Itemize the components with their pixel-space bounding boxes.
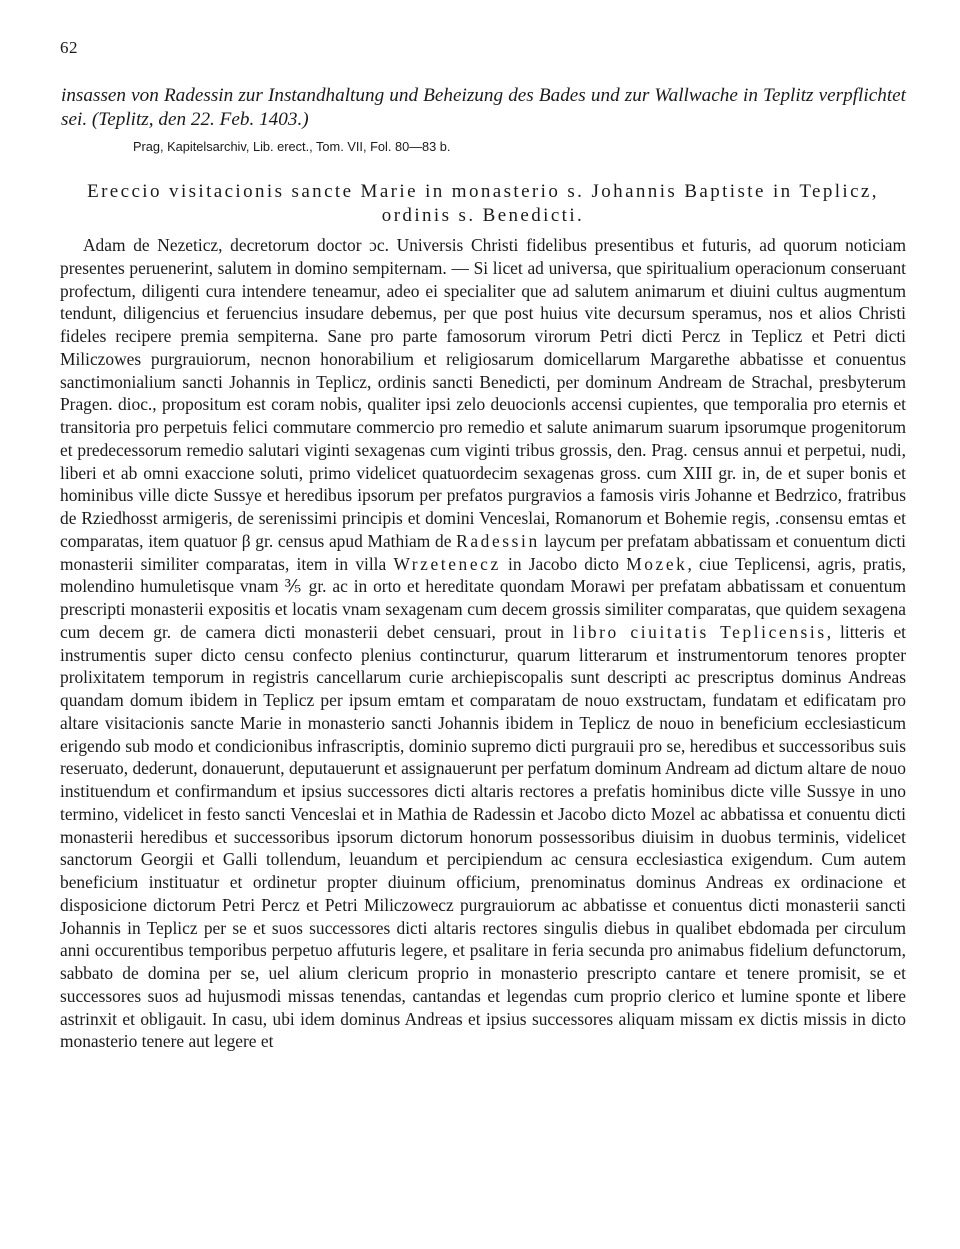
body-text-segment: Adam de Nezeticz, decretorum doctor ɔc. Universis Christi fidelibus presentibus et futuris, ad quorum noticiam presentes peruenerint, salutem in domino sempiternam. — Si licet ad universa, que spiritualium operacionum conseruant profectum, diligenti cura intendere teneamur, adeo ei specialiter que ad salutem animarum et diuini cultus augmentum tendunt, diligencius et feruencius insudare debemus, per que post huius vite decursum speramus, nos et alios Christi fideles recipere premia sempiterna. Sane pro parte famosorum virorum Petri dicti Percz in Teplicz et Petri dicti Miliczowes purgrauiorum, necnon honorabilium et religiosarum domicellarum Margarethe abbatisse et conuentus sanctimonialium sancti Johannis in Teplicz, ordinis sancti Benedicti, per dominum Andream de Strachal, presbyterum Pragen. dioc., propositum est coram nobis, qualiter ipsi zelo deuocionls accensi cupientes, que temporalia pro eternis et transitoria pro perpetuis felici commutare commercio pro remedio et salute animarum suarum ipsorumque progenitorum et predecessorum remedio salutari viginti sexagenas cum viginti tribus grossis, den. Prag. census annui et perpetui, nudi, liberi et ab omni exaccione soluti, primo videlicet quatuordecim sexagenas gross. cum XIII gr. in, de et super bonis et hominibus ville dicte Sussye et heredibus ipsorum per prefatos purgravios a famosis viris Johanne et Bedrzico, fratribus de Rziedhosst armigeris, de serenissimi principis et domini Venceslai, Romanorum et Bohemie regis, .consensu emtas et comparatas, item quatuor β gr. census apud Mathiam de [60, 235, 906, 551]
document-heading [60, 180, 906, 228]
spaced-title-liber: libro ciuitatis Teplicensis [573, 621, 827, 642]
charter-paragraph [60, 234, 906, 1053]
regest-summary: insassen von Radessin zur Instandhaltung und Beheizung des Bades und zur Wallwache in Teplitz verpflichtet sei. (Teplitz, den 22. Feb. 1403.) [61, 85, 906, 130]
body-text-segment: , litteris et instrumentis super dicto censu confecto plenius contincturur, quarum litterarum et instrumentorum tenores propter prolixitatem temporum in registris cancellarum curie archiepiscopalis sunt descripti ac prescriptus dominus Andreas quandam domum ibidem in Teplicz per ipsum emtam et comparatam de nouo exstructam, fundatam et edificatam pro altare visitacionis sancte Marie in monasterio sancti Johannis ibidem in Teplicz de nouo in beneficium ecclesiasticum erigendo sub modo et condicionibus infrascriptis, dominio supremo dicti purgrauii pro se, heredibus et successoribus suis reseruato, dederunt, donauerunt, deputauerunt et assignauerunt per perfatum dominum Andream ad dictum altare de nouo instituendum et confirmandum et ipsius successores dicti altaris rectores a prefatis hominibus dicte ville Sussye in uno termino, videlicet in festo sancti Venceslai et in Mathia de Radessin et Jacobo dicto Mozel ac abbatissa et conuentu dicti monasterii heredibus et successoribus ipsorum dictorum honorum possessoribus diuisim in duobus terminis, videlicet sanctorum Georgii et Galli tollendum, leuandum et percipiendum ac censura ecclesiastica exigendum. Cum autem beneficium instituatur et ordinetur propter diuinum officium, prenominatus dominus Andreas ex ordinacione et disposicione dictorum Petri Percz et Petri Miliczowecz purgrauiorum ac abbatisse et conuentus dicti monasterii sancti Johannis in Teplicz per se et suos successores dicti altaris rectores singulis diebus in qualibet ebdomada per circulum anni occurentibus temporibus perpetuo affuturis legere, et psalitare in feria secunda pro animabus fidelium defunctorum, sabbato de domina per se, uel alium clericum proprio in monasterio prescripto cantare et tenere promisit, se et successores suos ad hujusmodi missas tenendas, cantandas et legendas cum proprio clerico et lumine sponte et libere astrinxit et obligauit. In casu, ubi idem dominus Andreas et ipsius successores aliquam missam ex dictis missis in dicto monasterio tenere aut legere et [60, 621, 906, 1052]
heading-line-1: Ereccio visitacionis sancte Marie in monasterio s. Johannis Baptiste in Teplicz, [87, 181, 879, 202]
body-text-segment: , ciue Teplicensi, agris, pratis, molendino humuletisque vnam ⅗ gr. ac in orto et hereditate quondam Morawi per prefatam abbatissam et conuentum prescripti monasterii expositis et locatis vnam sexagenam cum decem grossis similiter comparatas, que quidem sexagena cum decem gr. de camera dicti monasterii debet censuari, prout in [60, 553, 906, 642]
body-text-segment: laycum per prefatam abbatissam et conuentum dicti monasterii similiter comparatas, item in villa [60, 530, 907, 574]
body-text-segment: in Jacobo dicto [508, 553, 619, 574]
page-number: 62 [60, 38, 78, 57]
spaced-name-radessin: Radessin [456, 530, 540, 551]
spaced-name-mozek: Mozek [626, 553, 688, 574]
source-citation: Prag, Kapitelsarchiv, Lib. erect., Tom. VII, Fol. 80—83 b. [133, 139, 451, 154]
spaced-name-wrzetenecz: Wrzetenecz [393, 553, 501, 574]
heading-line-2: ordinis s. Benedicti. [381, 205, 585, 226]
charter-body [60, 234, 906, 1053]
